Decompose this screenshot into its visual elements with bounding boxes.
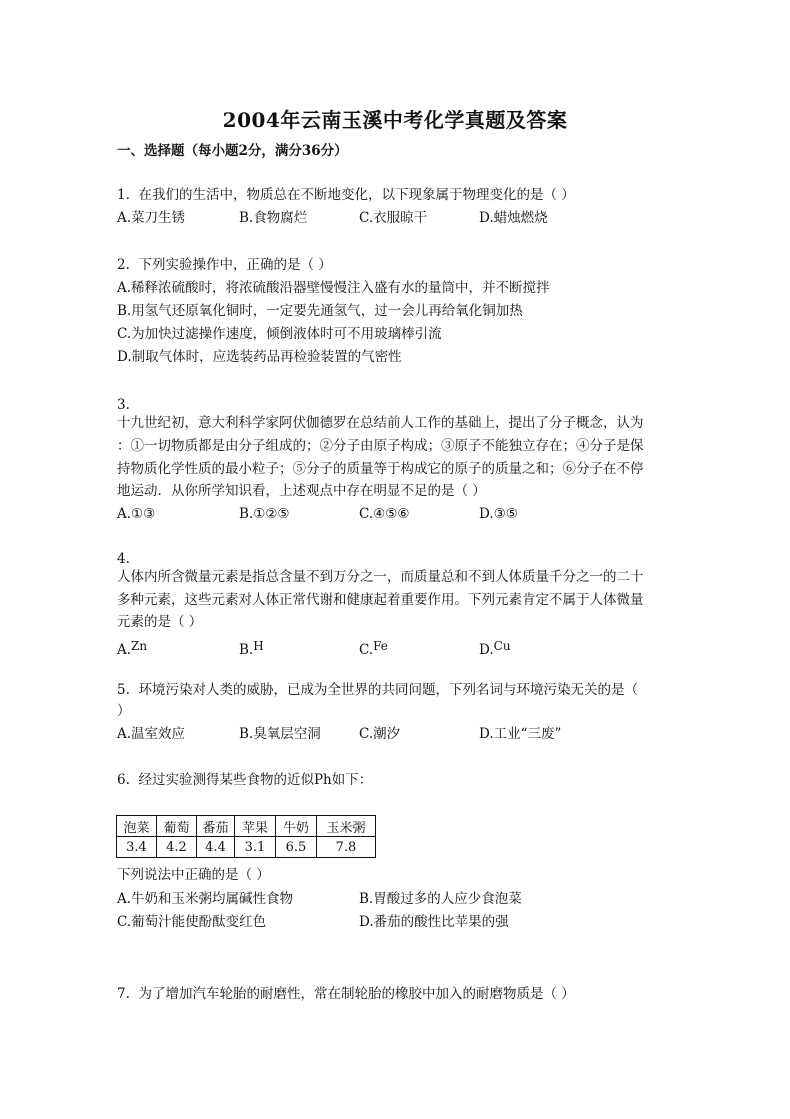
element-symbol: Fe [373, 639, 388, 653]
q4-option-c: C.Fe [359, 639, 388, 658]
q3-number: 3. [117, 397, 130, 413]
element-symbol: Zn [131, 639, 148, 653]
ph-table [116, 815, 376, 858]
q7-stem: 7. 为了增加汽车轮胎的耐磨性，常在制轮胎的橡胶中加入的耐磨物质是（ ） [117, 986, 575, 1002]
q5-option-d: D.工业“三废” [479, 726, 562, 742]
table-header-cell: 泡菜 [117, 816, 157, 837]
q3-line-3: 持物质化学性质的最小粒子；⑤分子的质量等于构成它的原子的质量之和；⑥分子在不停 [117, 461, 644, 477]
q5-line-2: ） [117, 703, 131, 719]
q5-option-a: A.温室效应 [117, 726, 186, 742]
q3-line-2: ：①一切物质都是由分子组成的；②分子由原子构成；③原子不能独立存在；④分子是保 [117, 438, 644, 454]
element-symbol: H [253, 639, 264, 653]
table-cell: 3.1 [235, 837, 276, 858]
q1-option-c: C.衣服晾干 [359, 210, 428, 226]
q6-option-a: A.牛奶和玉米粥均属碱性食物 [117, 891, 294, 907]
q3-line-4: 地运动．从你所学知识看，上述观点中存在明显不足的是（ ） [117, 483, 486, 499]
q2-option-c: C.为加快过滤操作速度，倾倒液体时可不用玻璃棒引流 [117, 326, 442, 342]
q5-option-c: C.潮汐 [359, 726, 401, 742]
q1-option-a: A.菜刀生锈 [117, 210, 186, 226]
table-header-cell: 葡萄 [157, 816, 197, 837]
q6-option-c: C.葡萄汁能使酚酞变红色 [117, 914, 267, 930]
q6-followup: 下列说法中正确的是（ ） [117, 867, 270, 883]
page-title: 2004年云南玉溪中考化学真题及答案 [222, 108, 568, 132]
table-header-cell: 番茄 [197, 816, 235, 837]
table-cell: 7.8 [317, 837, 376, 858]
table-cell: 3.4 [117, 837, 157, 858]
table-header-cell: 苹果 [235, 816, 276, 837]
q5-line-1: 5. 环境污染对人类的威胁，已成为全世界的共同问题，下列名词与环境污染无关的是（ [117, 682, 638, 698]
q6-option-b: B.胃酸过多的人应少食泡菜 [359, 891, 522, 907]
table-cell: 4.4 [197, 837, 235, 858]
q6-stem: 6. 经过实验测得某些食物的近似Ph如下： [117, 772, 373, 788]
q1-stem: 1. 在我们的生活中，物质总在不断地变化，以下现象属于物理变化的是（ ） [117, 187, 575, 203]
ph-table-header-row [117, 816, 376, 837]
table-cell: 4.2 [157, 837, 197, 858]
element-symbol: Cu [493, 639, 511, 653]
q2-option-d: D.制取气体时，应选装药品再检验装置的气密性 [117, 349, 402, 365]
table-cell: 6.5 [276, 837, 317, 858]
q1-option-b: B.食物腐烂 [239, 210, 308, 226]
section-heading: 一、选择题（每小题2分，满分36分） [117, 143, 348, 159]
q3-line-1: 十九世纪初，意大利科学家阿伏伽德罗在总结前人工作的基础上，提出了分子概念，认为 [117, 415, 644, 431]
q2-option-b: B.用氢气还原氧化铜时，一定要先通氢气，过一会儿再给氧化铜加热 [117, 303, 523, 319]
table-header-cell: 玉米粥 [317, 816, 376, 837]
q4-number: 4. [117, 551, 130, 567]
q6-option-d: D.番茄的酸性比苹果的强 [359, 914, 509, 930]
q3-option-a: A.①③ [117, 506, 156, 522]
q3-option-d: D.③⑤ [479, 506, 518, 522]
q3-option-c: C.④⑤⑥ [359, 506, 410, 522]
q4-option-b: B.H [239, 639, 264, 658]
q2-option-a: A.稀释浓硫酸时，将浓硫酸沿器壁慢慢注入盛有水的量筒中，并不断搅拌 [117, 280, 550, 296]
q2-stem: 2. 下列实验操作中，正确的是（ ） [117, 257, 332, 273]
q4-line-3: 元素的是（ ） [117, 614, 203, 630]
q3-option-b: B.①②⑤ [239, 506, 290, 522]
q4-option-a: A.Zn [117, 639, 148, 658]
q4-line-1: 人体内所含微量元素是指总含量不到万分之一，而质量总和不到人体质量千分之一的二十 [117, 569, 644, 585]
ph-table-value-row [117, 837, 376, 858]
table-header-cell: 牛奶 [276, 816, 317, 837]
q1-option-d: D.蜡烛燃烧 [479, 210, 548, 226]
q4-line-2: 多种元素，这些元素对人体正常代谢和健康起着重要作用。下列元素肯定不属于人体微量 [117, 592, 644, 608]
q4-option-d: D.Cu [479, 639, 511, 658]
q5-option-b: B.臭氧层空洞 [239, 726, 321, 742]
